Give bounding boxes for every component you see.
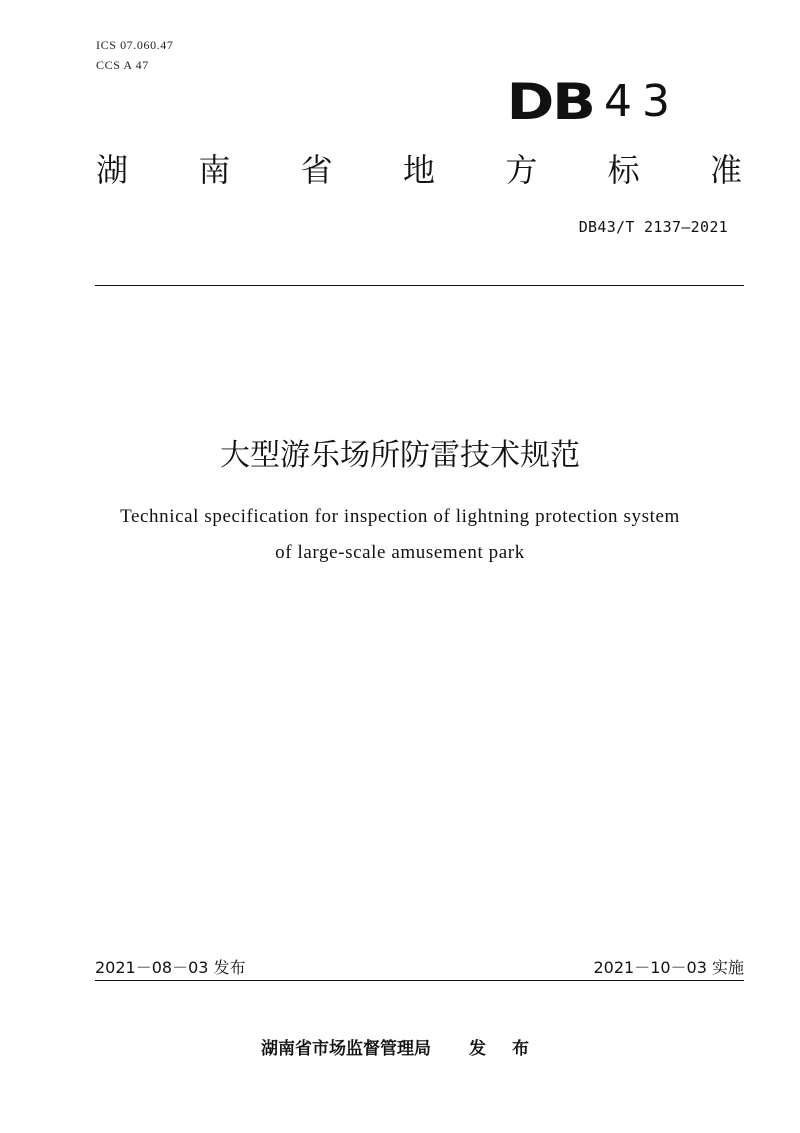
publish-action: 发 布 xyxy=(469,1039,539,1059)
standard-type-char: 南 xyxy=(198,151,231,189)
db-logo: DB xyxy=(507,73,594,131)
bottom-divider xyxy=(95,980,744,981)
english-title-line-1: Technical specification for inspection of lightning protection system xyxy=(120,506,680,527)
implementation-date: 2021－10－03 实施 xyxy=(593,958,744,977)
standard-type-char: 准 xyxy=(709,151,742,189)
standard-type-char: 地 xyxy=(402,151,435,189)
standard-type-char: 省 xyxy=(300,151,333,189)
issue-date: 2021－08－03 发布 xyxy=(95,958,246,977)
standard-type-char: 标 xyxy=(607,151,640,189)
standard-number: DB43/T 2137—2021 xyxy=(578,218,728,236)
top-divider xyxy=(95,285,744,286)
ics-code: ICS 07.060.47 xyxy=(96,38,174,52)
standard-type-char: 方 xyxy=(505,151,538,189)
ccs-code: CCS A 47 xyxy=(96,58,149,72)
publisher-name: 湖南省市场监督管理局 xyxy=(261,1039,432,1059)
db-region-number: 43 xyxy=(604,76,680,127)
db-standard-code xyxy=(507,73,680,131)
standard-type-heading xyxy=(96,148,742,192)
english-title-line-2: of large-scale amusement park xyxy=(275,542,525,563)
publisher-line xyxy=(0,1034,800,1059)
standard-type-char: 湖 xyxy=(96,151,129,189)
chinese-title: 大型游乐场所防雷技术规范 xyxy=(220,438,580,473)
